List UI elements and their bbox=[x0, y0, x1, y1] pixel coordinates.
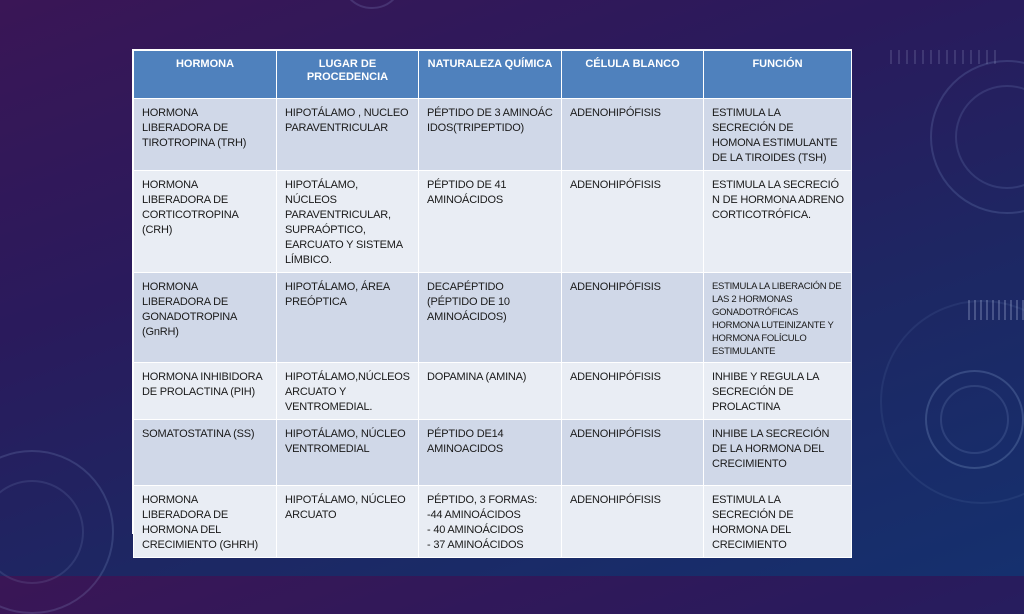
cell-celula: ADENOHIPÓFISIS bbox=[562, 420, 704, 486]
cell-funcion: ESTIMULA LA SECRECIÓN DE HORMONA ADRENOCORTICOTRÓFICA. bbox=[704, 171, 852, 273]
header-naturaleza: NATURALEZA QUÍMICA bbox=[419, 51, 562, 99]
cell-naturaleza: PÉPTIDO DE 41 AMINOÁCIDOS bbox=[419, 171, 562, 273]
cell-lugar: HIPOTÁLAMO, ÁREA PREÓPTICA bbox=[277, 273, 419, 363]
cell-naturaleza: DOPAMINA (AMINA) bbox=[419, 363, 562, 420]
hormone-table bbox=[133, 50, 852, 558]
naturaleza-line: PÉPTIDO, 3 FORMAS: bbox=[427, 494, 538, 506]
decorative-circle bbox=[340, 0, 404, 9]
header-lugar: LUGAR DE PROCEDENCIA bbox=[277, 51, 419, 99]
cell-hormona: HORMONA LIBERADORA DE HORMONA DEL CRECIMIENTO (GHRH) bbox=[134, 486, 277, 558]
hormone-table-panel bbox=[132, 49, 852, 551]
cell-hormona: HORMONA LIBERADORA DE CORTICOTROPINA (CRH) bbox=[134, 171, 277, 273]
cell-lugar: HIPOTÁLAMO, NÚCLEOS PARAVENTRICULAR, SUPRAÓPTICO, EARCUATO Y SISTEMA LÍMBICO. bbox=[277, 171, 419, 273]
decorative-circle bbox=[880, 300, 1024, 504]
cell-naturaleza: PÉPTIDO DE14 AMINOACIDOS bbox=[419, 420, 562, 486]
table-header-row bbox=[134, 51, 852, 99]
cell-funcion: INHIBE Y REGULA LA SECRECIÓN DE PROLACTINA bbox=[704, 363, 852, 420]
header-hormona: HORMONA bbox=[134, 51, 277, 99]
cell-celula: ADENOHIPÓFISIS bbox=[562, 486, 704, 558]
table-row bbox=[134, 273, 852, 363]
cell-naturaleza: PÉPTIDO DE 3 AMINOÁCIDOS(TRIPEPTIDO) bbox=[419, 99, 562, 171]
cell-hormona: HORMONA INHIBIDORA DE PROLACTINA (PIH) bbox=[134, 363, 277, 420]
cell-lugar: HIPOTÁLAMO, NÚCLEO VENTROMEDIAL bbox=[277, 420, 419, 486]
cell-funcion: ESTIMULA LA SECRECIÓN DE HOMONA ESTIMULANTE DE LA TIROIDES (TSH) bbox=[704, 99, 852, 171]
cell-hormona: HORMONA LIBERADORA DE GONADOTROPINA (GnRH) bbox=[134, 273, 277, 363]
cell-lugar: HIPOTÁLAMO, NÚCLEO ARCUATO bbox=[277, 486, 419, 558]
cell-hormona: HORMONA LIBERADORA DE TIROTROPINA (TRH) bbox=[134, 99, 277, 171]
cell-celula: ADENOHIPÓFISIS bbox=[562, 99, 704, 171]
cell-lugar: HIPOTÁLAMO , NUCLEO PARAVENTRICULAR bbox=[277, 99, 419, 171]
cell-lugar: HIPOTÁLAMO,NÚCLEOS ARCUATO Y VENTROMEDIAL. bbox=[277, 363, 419, 420]
header-celula: CÉLULA BLANCO bbox=[562, 51, 704, 99]
table-row bbox=[134, 420, 852, 486]
cell-celula: ADENOHIPÓFISIS bbox=[562, 363, 704, 420]
cell-funcion: ESTIMULA LA LIBERACIÓN DE LAS 2 HORMONAS GONADOTRÓFICAS HORMONA LUTEINIZANTE Y HORMONA FOLÍCULO ESTIMULANTE bbox=[704, 273, 852, 363]
naturaleza-line: -44 AMINOÁCIDOS bbox=[427, 509, 521, 521]
table-row bbox=[134, 99, 852, 171]
table-row bbox=[134, 171, 852, 273]
decorative-ticks bbox=[968, 300, 1024, 320]
cell-naturaleza bbox=[419, 486, 562, 558]
naturaleza-line: - 40 AMINOÁCIDOS bbox=[427, 524, 524, 536]
header-funcion: FUNCIÓN bbox=[704, 51, 852, 99]
cell-funcion: ESTIMULA LA SECRECIÓN DE HORMONA DEL CRECIMIENTO bbox=[704, 486, 852, 558]
cell-celula: ADENOHIPÓFISIS bbox=[562, 273, 704, 363]
table-row bbox=[134, 363, 852, 420]
cell-hormona: SOMATOSTATINA (SS) bbox=[134, 420, 277, 486]
naturaleza-line: - 37 AMINOÁCIDOS bbox=[427, 539, 524, 551]
cell-celula: ADENOHIPÓFISIS bbox=[562, 171, 704, 273]
decorative-ticks bbox=[890, 50, 1000, 64]
cell-naturaleza: DECAPÉPTIDO (PÉPTIDO DE 10 AMINOÁCIDOS) bbox=[419, 273, 562, 363]
table-row bbox=[134, 486, 852, 558]
cell-funcion: INHIBE LA SECRECIÓN DE LA HORMONA DEL CRECIMIENTO bbox=[704, 420, 852, 486]
